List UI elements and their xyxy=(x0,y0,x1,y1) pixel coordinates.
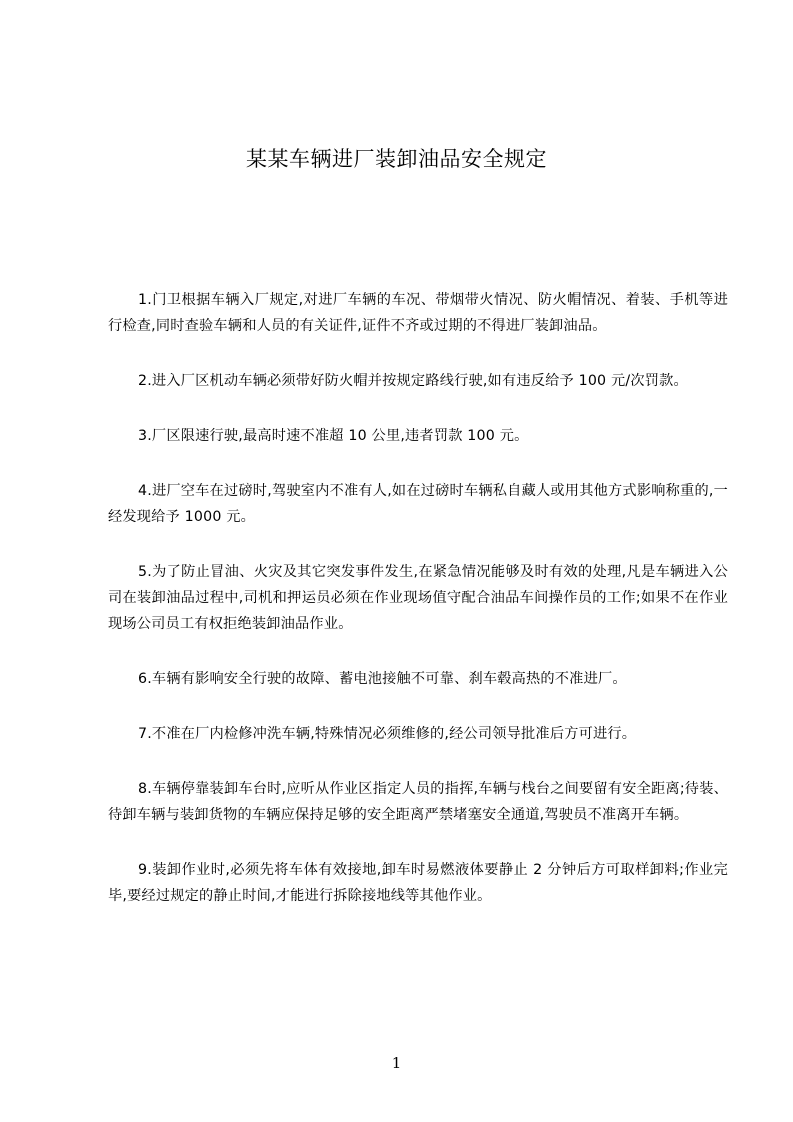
page-number: 1 xyxy=(391,1054,402,1072)
rule-paragraph-5: 5.为了防止冒油、火灾及其它突发事件发生,在紧急情况能够及时有效的处理,凡是车辆进入公司在装卸油品过程中,司机和押运员必须在作业现场值守配合油品车间操作员的工作;如果不在作业现场公司员工有权拒绝装卸油品作业。 xyxy=(108,564,728,632)
rule-paragraph-9: 9.装卸作业时,必须先将车体有效接地,卸车时易燃液体要静止 2 分钟后方可取样卸料;作业完毕,要经过规定的静止时间,才能进行拆除接地线等其他作业。 xyxy=(108,862,728,904)
rule-paragraph-8: 8.车辆停靠装卸车台时,应听从作业区指定人员的指挥,车辆与栈台之间要留有安全距离;待装、待卸车辆与装卸货物的车辆应保持足够的安全距离严禁堵塞安全通道,驾驶员不准离开车辆。 xyxy=(108,781,728,823)
rule-paragraph-3: 3.厂区限速行驶,最高时速不准超 10 公里,违者罚款 100 元。 xyxy=(138,428,529,444)
rule-paragraph-2: 2.进入厂区机动车辆必须带好防火帽并按规定路线行驶,如有违反给予 100 元/次罚款。 xyxy=(138,373,688,389)
rule-paragraph-7: 7.不准在厂内检修冲洗车辆,特殊情况必须维修的,经公司领导批准后方可进行。 xyxy=(138,726,637,742)
rule-paragraph-6: 6.车辆有影响安全行驶的故障、蓄电池接触不可靠、刹车毂高热的不准进厂。 xyxy=(138,671,627,687)
document-body xyxy=(108,287,728,938)
rule-paragraph-4: 4.进厂空车在过磅时,驾驶室内不准有人,如在过磅时车辆私自藏人或用其他方式影响称重的,一经发现给予 1000 元。 xyxy=(108,483,728,525)
rule-paragraph-1: 1.门卫根据车辆入厂规定,对进厂车辆的车况、带烟带火情况、防火帽情况、着装、手机等进行检查,同时查验车辆和人员的有关证件,证件不齐或过期的不得进厂装卸油品。 xyxy=(108,292,728,334)
document-title: 某某车辆进厂装卸油品安全规定 xyxy=(246,147,547,171)
